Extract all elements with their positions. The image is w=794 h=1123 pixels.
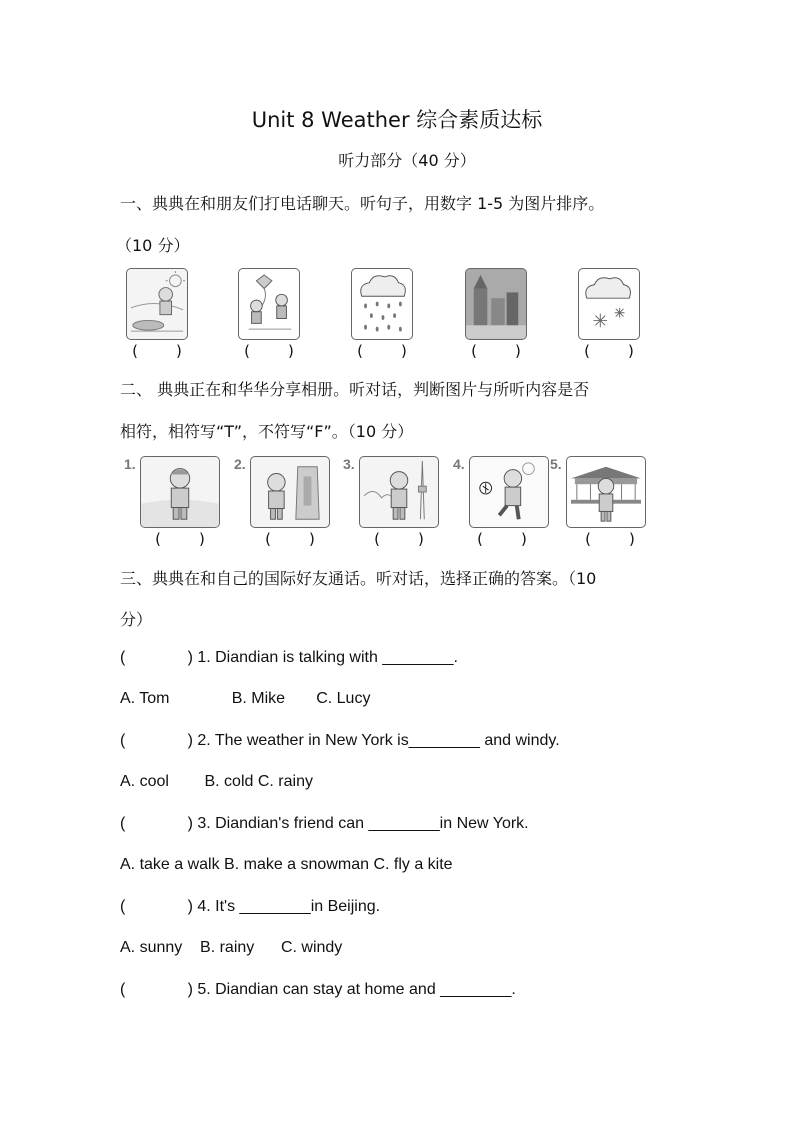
boy-football-icon xyxy=(469,456,549,528)
picture-number: 5. xyxy=(550,456,562,472)
answer-paren[interactable]: ( ) xyxy=(471,342,521,360)
answer-paren[interactable]: ( ) xyxy=(584,342,634,360)
boy-palace-icon xyxy=(566,456,646,528)
picture-number: 4. xyxy=(453,456,465,472)
answer-paren[interactable]: ( ) xyxy=(374,530,424,548)
section1-instruction: 一、典典在和朋友们打电话聊天。听句子，用数字 1-5 为图片排序。 xyxy=(120,194,605,213)
boy-tower-icon xyxy=(359,456,439,528)
rain-cloud-icon xyxy=(351,268,413,340)
sunny-park-icon xyxy=(126,268,188,340)
answer-paren[interactable]: ( ) xyxy=(265,530,315,548)
question-2-options: A. cool B. cold C. rainy xyxy=(120,773,313,790)
snow-cloud-icon xyxy=(578,268,640,340)
answer-paren[interactable]: ( ) xyxy=(132,342,182,360)
question-1-options: A. Tom B. Mike C. Lucy xyxy=(120,690,371,707)
question-5[interactable]: ( ) 5. Diandian can stay at home and ________. xyxy=(120,981,516,998)
section2-instruction: 二、 典典正在和华华分享相册。听对话，判断图片与所听内容是否 xyxy=(120,380,590,399)
answer-paren[interactable]: ( ) xyxy=(477,530,527,548)
question-2[interactable]: ( ) 2. The weather in New York is________ and windy. xyxy=(120,732,560,749)
section1-points: （10 分） xyxy=(116,236,190,255)
picture-number: 1. xyxy=(124,456,136,472)
kite-kids-icon xyxy=(238,268,300,340)
answer-paren[interactable]: ( ) xyxy=(244,342,294,360)
page-title: Unit 8 Weather 综合素质达标 xyxy=(251,108,543,132)
question-3[interactable]: ( ) 3. Diandian's friend can ________in New York. xyxy=(120,815,529,832)
section3-points: 分） xyxy=(120,610,153,629)
answer-paren[interactable]: ( ) xyxy=(357,342,407,360)
picture-number: 3. xyxy=(343,456,355,472)
answer-paren[interactable]: ( ) xyxy=(585,530,635,548)
question-3-options: A. take a walk B. make a snowman C. fly a kite xyxy=(120,856,453,873)
picture-number: 2. xyxy=(234,456,246,472)
boy-statue-icon xyxy=(250,456,330,528)
question-4[interactable]: ( ) 4. It's ________in Beijing. xyxy=(120,898,381,915)
question-4-options: A. sunny B. rainy C. windy xyxy=(120,939,343,956)
section3-instruction: 三、典典在和自己的国际好友通话。听对话，选择正确的答案。（10 xyxy=(120,569,597,588)
section2-instruction-cont: 相符，相符写“T”，不符写“F”。（10 分） xyxy=(120,422,414,441)
answer-paren[interactable]: ( ) xyxy=(155,530,205,548)
city-building-icon xyxy=(465,268,527,340)
boy-beach-icon xyxy=(140,456,220,528)
question-1[interactable]: ( ) 1. Diandian is talking with ________. xyxy=(120,649,458,666)
page-subtitle: 听力部分（40 分） xyxy=(338,151,476,170)
